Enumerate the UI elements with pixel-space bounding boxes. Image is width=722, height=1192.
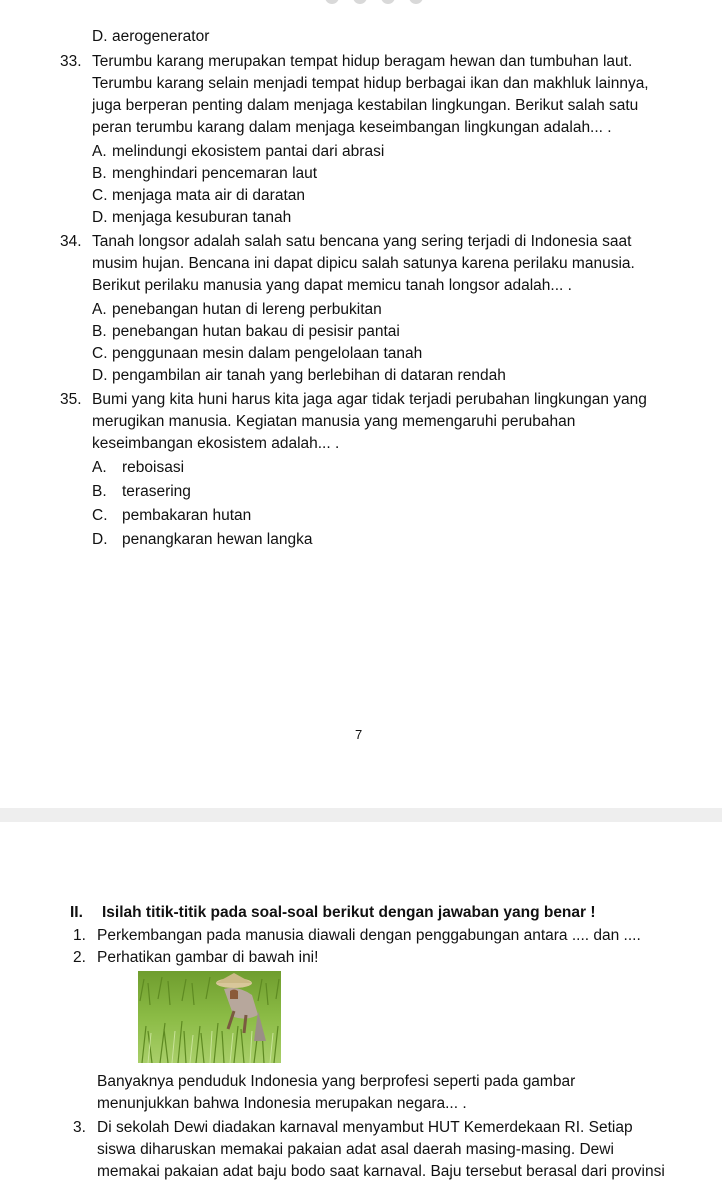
item-3-text: Di sekolah Dewi diadakan karnaval menyambut HUT Kemerdekaan RI. Setiap bbox=[97, 1119, 633, 1136]
page-number: 7 bbox=[355, 727, 363, 742]
option-35-a: A. reboisasi bbox=[92, 459, 185, 476]
page-separator bbox=[0, 808, 722, 822]
option-33-d: D. menjaga kesuburan tanah bbox=[92, 209, 292, 226]
item-2-text: Perhatikan gambar di bawah ini! bbox=[97, 949, 319, 966]
item-3-text: memakai pakaian adat baju bodo saat karnaval. Baju tersebut berasal dari provinsi bbox=[97, 1163, 665, 1180]
item-1-text: Perkembangan pada manusia diawali dengan penggabungan antara .... dan .... bbox=[97, 927, 641, 944]
option-34-b: B. penebangan hutan bakau di pesisir pantai bbox=[92, 323, 400, 340]
option-32-d: D. aerogenerator bbox=[92, 28, 210, 45]
rice-field-illustration bbox=[138, 971, 281, 1063]
option-34-c: C. penggunaan mesin dalam pengelolaan tanah bbox=[92, 345, 423, 362]
question-34-line: Tanah longsor adalah salah satu bencana yang sering terjadi di Indonesia saat bbox=[92, 233, 632, 250]
item-3-text: siswa diharuskan memakai pakaian adat asal daerah masing-masing. Dewi bbox=[97, 1141, 614, 1158]
question-34-line: musim hujan. Bencana ini dapat dipicu salah satunya karena perilaku manusia. bbox=[92, 255, 635, 272]
question-33-line: Terumbu karang merupakan tempat hidup beragam hewan dan tumbuhan laut. bbox=[92, 53, 633, 70]
question-33-line: peran terumbu karang dalam menjaga keseimbangan lingkungan adalah... . bbox=[92, 119, 612, 136]
question-33-line: juga berperan penting dalam menjaga kestabilan lingkungan. Berikut salah satu bbox=[92, 97, 639, 114]
question-35-line: Bumi yang kita huni harus kita jaga agar tidak terjadi perubahan lingkungan yang bbox=[92, 391, 647, 408]
item-2-text: Banyaknya penduduk Indonesia yang berprofesi seperti pada gambar bbox=[97, 1073, 576, 1090]
rice-farmer-photo bbox=[138, 971, 281, 1063]
option-33-b: B. menghindari pencemaran laut bbox=[92, 165, 318, 182]
option-34-d: D. pengambilan air tanah yang berlebihan di dataran rendah bbox=[92, 367, 506, 384]
page-top-decoration bbox=[325, 0, 423, 4]
question-35-number: 35. bbox=[60, 391, 82, 408]
item-2-text: menunjukkan bahwa Indonesia merupakan negara... . bbox=[97, 1095, 467, 1112]
question-35-line: merugikan manusia. Kegiatan manusia yang memengaruhi perubahan bbox=[92, 413, 576, 430]
option-34-a: A. penebangan hutan di lereng perbukitan bbox=[92, 301, 382, 318]
item-2-number: 2. bbox=[73, 949, 86, 966]
option-35-d: D. penangkaran hewan langka bbox=[92, 531, 313, 548]
question-35-line: keseimbangan ekosistem adalah... . bbox=[92, 435, 340, 452]
question-34-line: Berikut perilaku manusia yang dapat memicu tanah longsor adalah... . bbox=[92, 277, 572, 294]
question-33-line: Terumbu karang selain menjadi tempat hidup berbagai ikan dan makhluk lainnya, bbox=[92, 75, 649, 92]
option-33-a: A. melindungi ekosistem pantai dari abrasi bbox=[92, 143, 385, 160]
option-35-b: B. terasering bbox=[92, 483, 191, 500]
question-34-number: 34. bbox=[60, 233, 82, 250]
item-1-number: 1. bbox=[73, 927, 86, 944]
item-3-number: 3. bbox=[73, 1119, 86, 1136]
section-ii-heading: II. Isilah titik-titik pada soal-soal berikut dengan jawaban yang benar ! bbox=[70, 904, 596, 921]
question-33-number: 33. bbox=[60, 53, 82, 70]
option-33-c: C. menjaga mata air di daratan bbox=[92, 187, 306, 204]
option-35-c: C. pembakaran hutan bbox=[92, 507, 252, 524]
